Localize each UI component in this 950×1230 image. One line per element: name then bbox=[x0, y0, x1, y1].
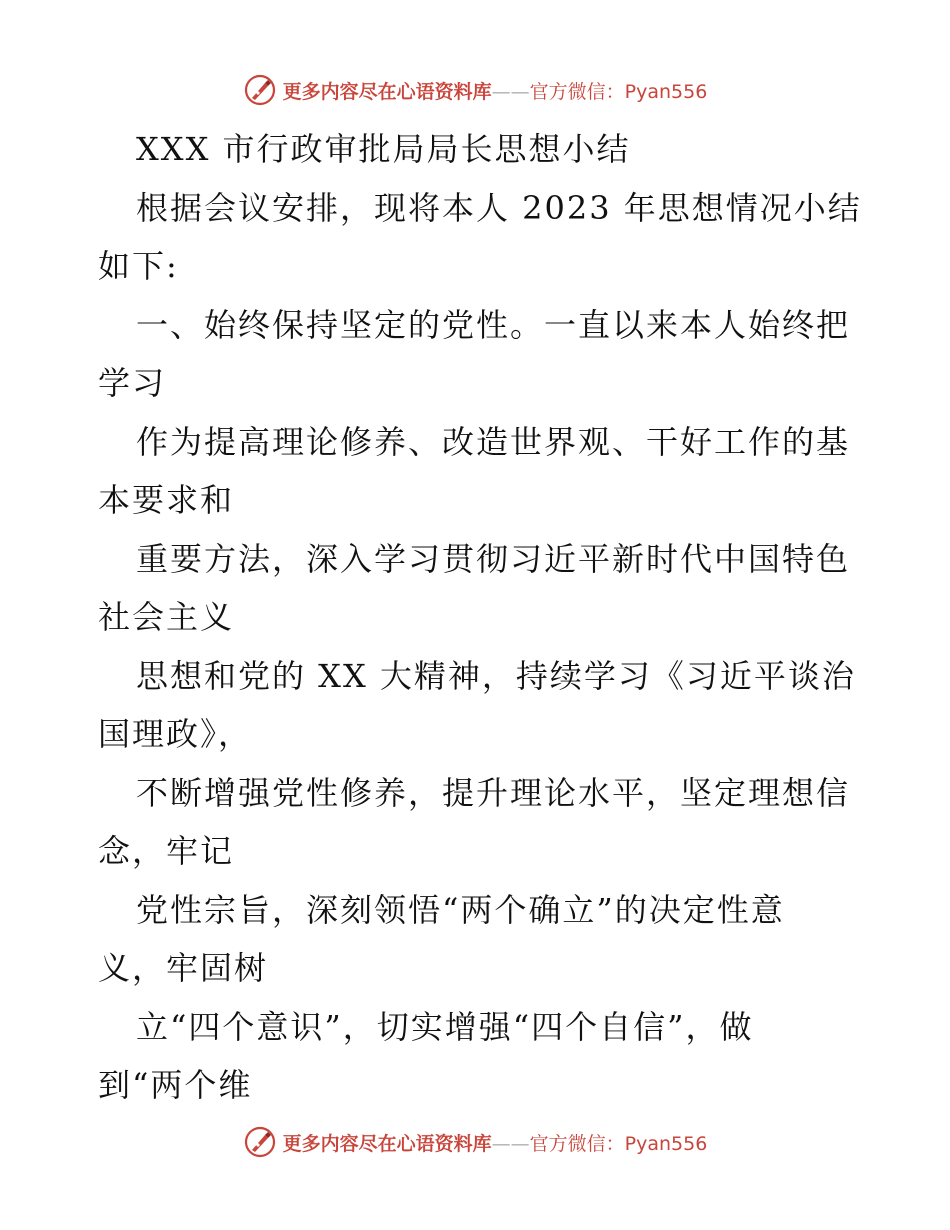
document-line: 立“四个意识”，切实增强“四个自信”，做 bbox=[136, 1007, 754, 1046]
watermark-text-top bbox=[283, 77, 708, 104]
document-line: 党性宗旨，深刻领悟“两个确立”的决定性意 bbox=[136, 890, 785, 929]
document-line: 作为提高理论修养、改造世界观、干好工作的基 bbox=[136, 422, 851, 461]
watermark-separator: —— bbox=[491, 80, 530, 103]
watermark-official-text: 官方微信：Pyan556 bbox=[529, 1132, 708, 1155]
document-line: 不断增强党性修养，提升理论水平，坚定理想信 bbox=[136, 773, 851, 812]
document-line: 学习 bbox=[98, 364, 167, 402]
document-line: 国理政》， bbox=[98, 715, 253, 753]
document-line: 社会主义 bbox=[98, 598, 235, 636]
document-line: 一、始终保持坚定的党性。一直以来本人始终把 bbox=[136, 305, 851, 344]
watermark-site-text: 更多内容尽在心语资料库 bbox=[282, 1132, 492, 1155]
watermark-banner-top bbox=[0, 70, 950, 110]
watermark-text-bottom bbox=[283, 1129, 708, 1156]
document-line: 本要求和 bbox=[98, 481, 235, 519]
document-line: 如下: bbox=[98, 247, 179, 285]
document-line: 念，牢记 bbox=[98, 832, 235, 870]
watermark-separator: —— bbox=[491, 1132, 530, 1155]
document-line: 义，牢固树 bbox=[98, 949, 269, 987]
pen-logo-icon bbox=[243, 73, 277, 107]
document-line: 思想和党的 XX 大精神，持续学习《习近平谈治 bbox=[136, 656, 856, 695]
document-line: 到“两个维 bbox=[98, 1066, 253, 1104]
document-line: 根据会议安排，现将本人 2023 年思想情况小结 bbox=[136, 188, 862, 227]
document-body bbox=[98, 120, 862, 1115]
pen-logo-icon bbox=[243, 1125, 277, 1159]
watermark-site-text: 更多内容尽在心语资料库 bbox=[282, 80, 492, 103]
document-title: XXX 市行政审批局局长思想小结 bbox=[136, 130, 631, 168]
watermark-banner-bottom bbox=[0, 1122, 950, 1162]
watermark-official-text: 官方微信：Pyan556 bbox=[529, 80, 708, 103]
document-line: 重要方法，深入学习贯彻习近平新时代中国特色 bbox=[136, 539, 851, 578]
